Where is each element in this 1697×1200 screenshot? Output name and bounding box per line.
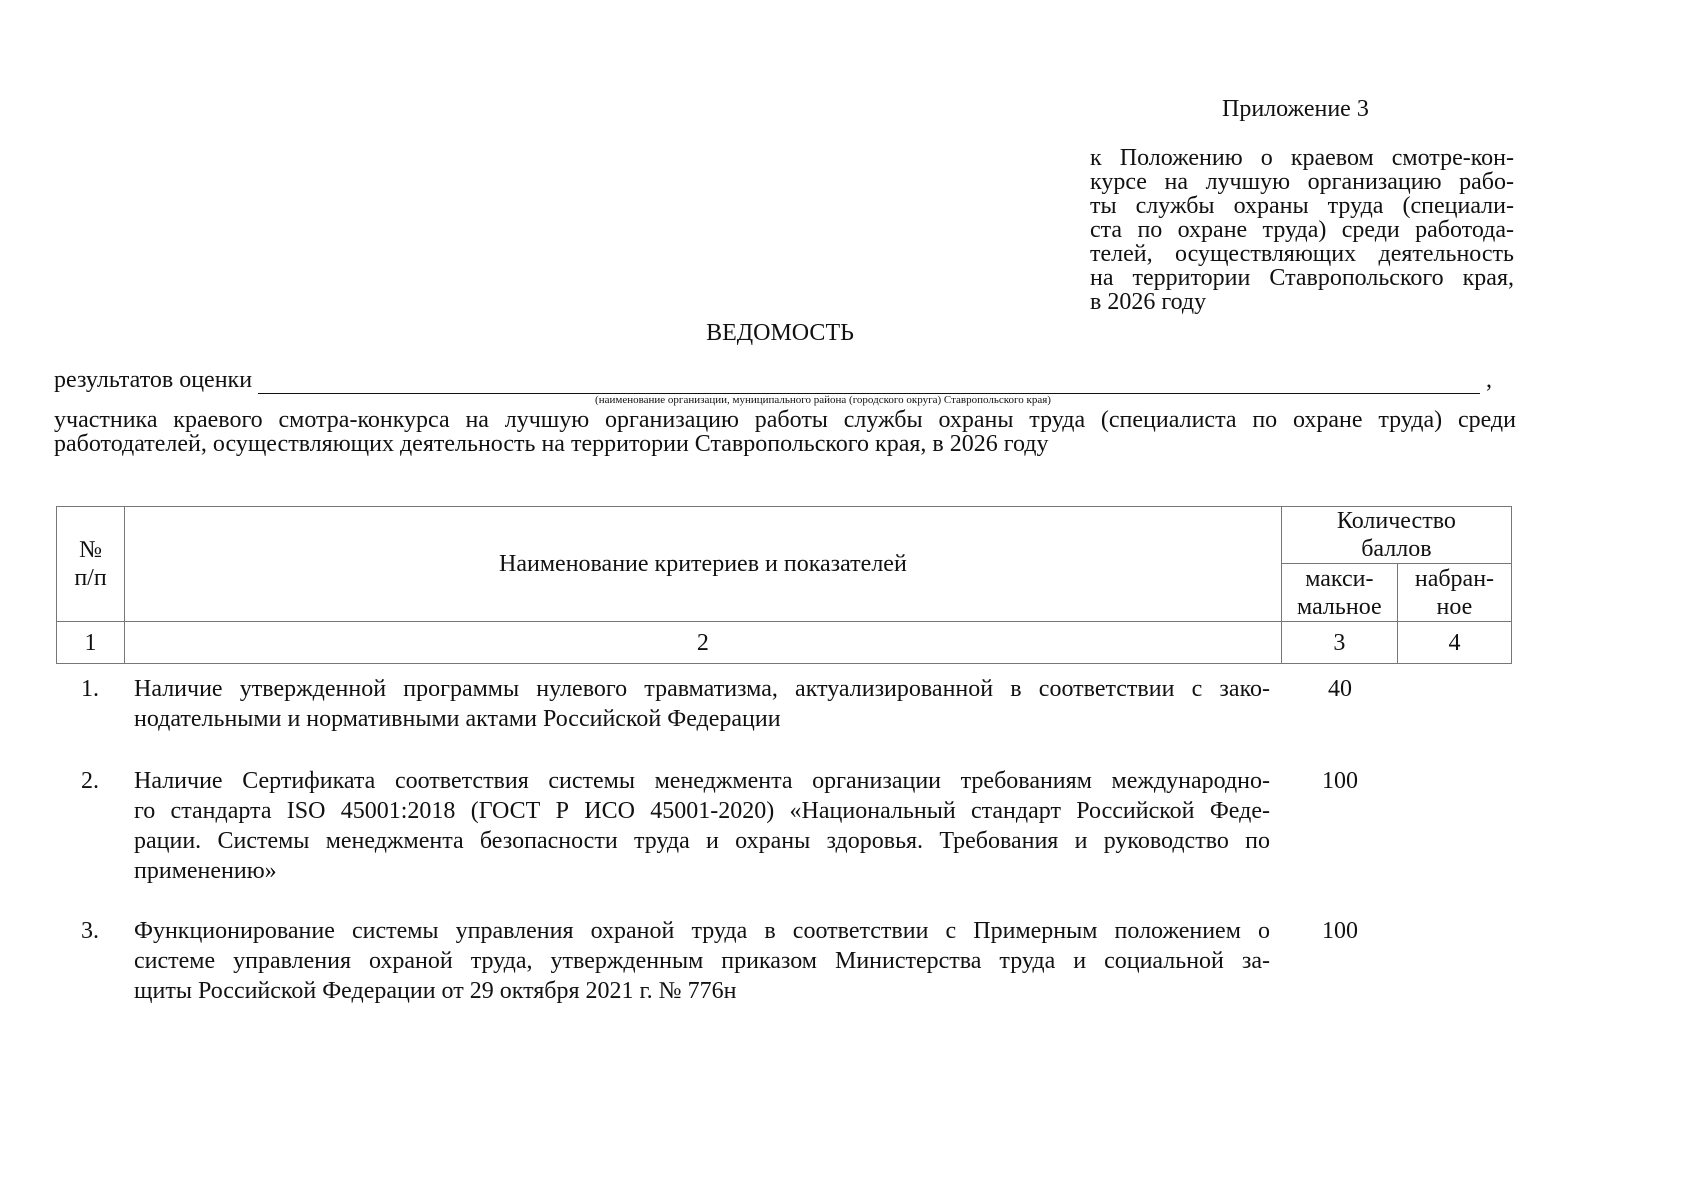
row-number: 2. xyxy=(81,768,99,794)
appendix-ref-line: ста по охране труда) среди работода- xyxy=(1090,217,1514,243)
participant-line: участника краевого смотра-конкурса на лучшую организацию работы службы охраны труда (специалиста по охране труда) среди xyxy=(54,407,1516,433)
header-max-line: макси- xyxy=(1305,565,1374,592)
criteria-line: Наличие Сертификата соответствия системы менеджмента организации требованиям международно- xyxy=(134,768,1270,794)
organization-name-blank[interactable] xyxy=(258,373,1480,394)
header-max xyxy=(1281,564,1397,622)
max-points: 100 xyxy=(1322,768,1358,794)
criteria-line: Функционирование системы управления охраной труда в соответствии с Примерным положением о xyxy=(134,918,1270,944)
appendix-ref-line: к Положению о краевом смотре-кон- xyxy=(1090,145,1514,171)
organization-name-hint: (наименование организации, муниципального района (городского округа) Ставропольского края) xyxy=(595,394,1051,406)
header-points-line: баллов xyxy=(1361,536,1432,562)
results-label: результатов оценки xyxy=(54,367,253,393)
participant-line: работодателей, осуществляющих деятельность на территории Ставропольского края, в 2026 году xyxy=(54,431,1049,457)
column-number: 2 xyxy=(125,622,1282,664)
row-number: 1. xyxy=(81,676,99,702)
row-number: 3. xyxy=(81,918,99,944)
appendix-ref-line: ты службы охраны труда (специали- xyxy=(1090,193,1514,219)
criteria-table-header xyxy=(56,506,1512,664)
column-number: 4 xyxy=(1397,622,1511,664)
header-num-line: № xyxy=(79,537,102,563)
criteria-line: применению» xyxy=(134,858,277,884)
criteria-text xyxy=(134,916,1270,1006)
results-line xyxy=(54,366,1524,394)
max-points: 100 xyxy=(1322,918,1358,944)
participant-description xyxy=(54,408,1516,456)
header-num-line: п/п xyxy=(74,565,107,591)
criteria-line: системе управления охраной труда, утвержденным приказом Министерства труда и социальной за- xyxy=(134,948,1270,974)
criteria-line: нодательными и нормативными актами Российской Федерации xyxy=(134,706,781,732)
criteria-line: Наличие утвержденной программы нулевого травматизма, актуализированной в соответствии с зако- xyxy=(134,676,1270,702)
column-number: 3 xyxy=(1281,622,1397,664)
criteria-text xyxy=(134,674,1270,734)
document-title: ВЕДОМОСТЬ xyxy=(706,320,854,346)
max-points: 40 xyxy=(1328,676,1352,702)
criteria-line: го стандарта ISO 45001:2018 (ГОСТ Р ИСО 45001-2020) «Национальный стандарт Российской Феде- xyxy=(134,798,1270,824)
header-num xyxy=(57,507,125,622)
column-number: 1 xyxy=(57,622,125,664)
criteria-text xyxy=(134,766,1270,886)
results-comma: , xyxy=(1486,367,1493,393)
appendix-title: Приложение 3 xyxy=(1222,96,1369,122)
appendix-ref-line: на территории Ставропольского края, xyxy=(1090,265,1514,291)
header-max-line: мальное xyxy=(1297,593,1382,620)
header-got-line: набран- xyxy=(1414,565,1495,592)
header-points-line: Количество xyxy=(1336,508,1456,534)
appendix-ref-line: телей, осуществляющих деятельность xyxy=(1090,241,1514,267)
criteria-line: рации. Системы менеджмента безопасности труда и охраны здоровья. Требования и руководство по xyxy=(134,828,1270,854)
criteria-line: щиты Российской Федерации от 29 октября 2021 г. № 776н xyxy=(134,978,737,1004)
header-got xyxy=(1397,564,1511,622)
appendix-ref-line: курсе на лучшую организацию рабо- xyxy=(1090,169,1514,195)
header-points xyxy=(1281,507,1511,564)
header-criteria-name: Наименование критериев и показателей xyxy=(125,507,1282,622)
appendix-ref-line: в 2026 году xyxy=(1090,289,1207,315)
header-got-line: ное xyxy=(1436,593,1473,620)
appendix-reference xyxy=(1090,146,1514,314)
